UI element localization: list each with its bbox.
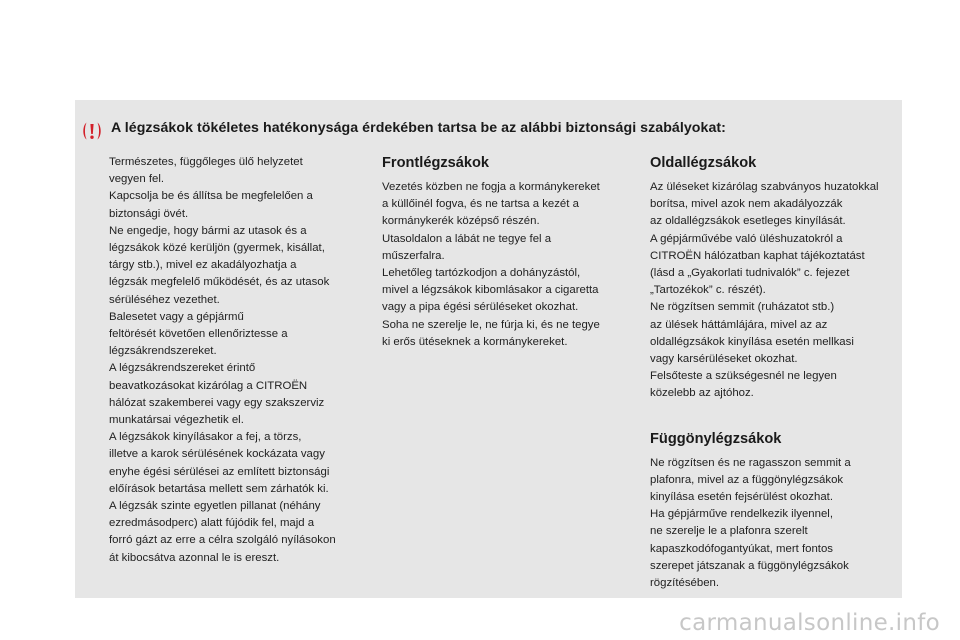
text-line: borítsa, mivel azok nem akadályozzák [650,198,843,211]
text-line: feltörését követően ellenőriztesse a [109,328,288,341]
text-line: plafonra, mivel az a függönylégzsákok [650,473,844,486]
text-line: „Tartozékok” c. részét). [650,284,766,297]
text-line: kinyílása esetén fejsérülést okozhat. [650,491,833,504]
text-line: ezredmásodperc) alatt fújódik fel, majd a [109,517,315,530]
general-rules-column [109,154,371,567]
text-line: tárgy stb.), mivel ez akadályozhatja a [109,259,297,272]
text-line: rögzítésében. [650,577,720,590]
text-line: biztonsági övét. [109,207,189,220]
text-line: vagy karsérüléseket okozhat. [650,353,798,366]
text-line: légzsák megfelelő működését, és az utasok [109,276,330,289]
text-line: Az üléseket kizárólag szabványos huzatokkal [650,181,879,193]
text-line: kormánykerék középső részén. [382,215,540,228]
text-line: légzsákrendszereket. [109,345,217,358]
text-line: a küllőinél fogva, és ne tartsa a kezét a [382,198,579,211]
curtain-airbags-title: Függönylégzsákok [650,430,782,447]
text-line: át kibocsátva azonnal le is ereszt. [109,551,280,564]
text-line: Soha ne szerelje le, ne fúrja ki, és ne tegye [382,318,600,331]
text-line: vegyen fel. [109,173,165,186]
page-headline: A légzsákok tökéletes hatékonysága érdekében tartsa be az alábbi biztonsági szabályokat: [111,120,726,136]
text-line: az oldallégzsákok esetleges kinyílását. [650,215,846,228]
text-line: (lásd a „Gyakorlati tudnivalók” c. fejezet [650,267,850,280]
text-line: Természetes, függőleges ülő helyzetet [109,156,303,168]
text-line: Vezetés közben ne fogja a kormánykereket [382,181,600,193]
text-line: Felsőteste a szükségesnél ne legyen [650,370,837,383]
text-line: Ne engedje, hogy bármi az utasok és a [109,224,307,237]
text-line: ne szerelje le a plafonra szerelt [650,525,808,538]
text-line: közelebb az ajtóhoz. [650,387,754,400]
text-line: beavatkozásokat kizárólag a CITROËN [109,379,308,392]
front-airbags-column [382,153,637,351]
text-line: műszerfalra. [382,249,445,262]
text-line: CITROËN hálózatban kaphat tájékoztatást [650,249,865,262]
text-line: Utasoldalon a lábát ne tegye fel a [382,232,552,245]
text-line: A légzsák szinte egyetlen pillanat (néhány [109,500,321,513]
text-line: forró gázt az erre a célra szolgáló nyílásokon [109,534,336,547]
text-line: enyhe égési sérülései az említett biztonsági [109,465,330,478]
text-line: légzsákok közé kerüljön (gyermek, kisállat, [109,242,325,255]
text-line: Lehetőleg tartózkodjon a dohányzástól, [382,267,581,280]
text-line: ki erős ütéseknek a kormánykereket. [382,335,568,348]
watermark: carmanualsonline.info [679,610,940,636]
side-airbags-title: Oldallégzsákok [650,155,757,171]
text-line: A légzsákok kinyílásakor a fej, a törzs, [109,431,302,444]
text-line: A légzsákrendszereket érintő [109,362,256,375]
text-line: Balesetet vagy a gépjármű [109,310,244,323]
text-line: illetve a karok sérülésének kockázata vagy [109,448,325,461]
text-line: Ne rögzítsen semmit (ruházatot stb.) [650,301,835,314]
text-line: kapaszkodófogantyúkat, mert fontos [650,542,833,555]
text-line: az ülések háttámlájára, mivel az az [650,318,828,331]
side-curtain-airbags-column [650,153,902,592]
text-line: sérüléséhez vezethet. [109,293,220,306]
text-line: Ha gépjárműve rendelkezik ilyennel, [650,508,833,521]
text-line: Kapcsolja be és állítsa be megfelelően a [109,190,313,203]
text-line: munkatársai végezhetik el. [109,414,244,427]
text-line: A gépjárművébe való üléshuzatokról a [650,232,843,245]
front-airbags-title: Frontlégzsákok [382,155,490,171]
text-line: vagy a pipa égési sérüléseket okozhat. [382,301,579,314]
text-line: oldallégzsákok kinyílása esetén mellkasi [650,335,854,348]
text-line: szerepet játszanak a függönylégzsákok [650,559,849,572]
text-line: Ne rögzítsen és ne ragasszon semmit a [650,456,851,469]
text-line: hálózat szakemberei vagy egy szakszerviz [109,396,325,409]
text-line: előírások betartása mellett sem zárhatók ki. [109,482,329,495]
text-line: mivel a légzsákok kibomlásakor a cigaretta [382,284,599,297]
warning-icon [81,121,103,141]
